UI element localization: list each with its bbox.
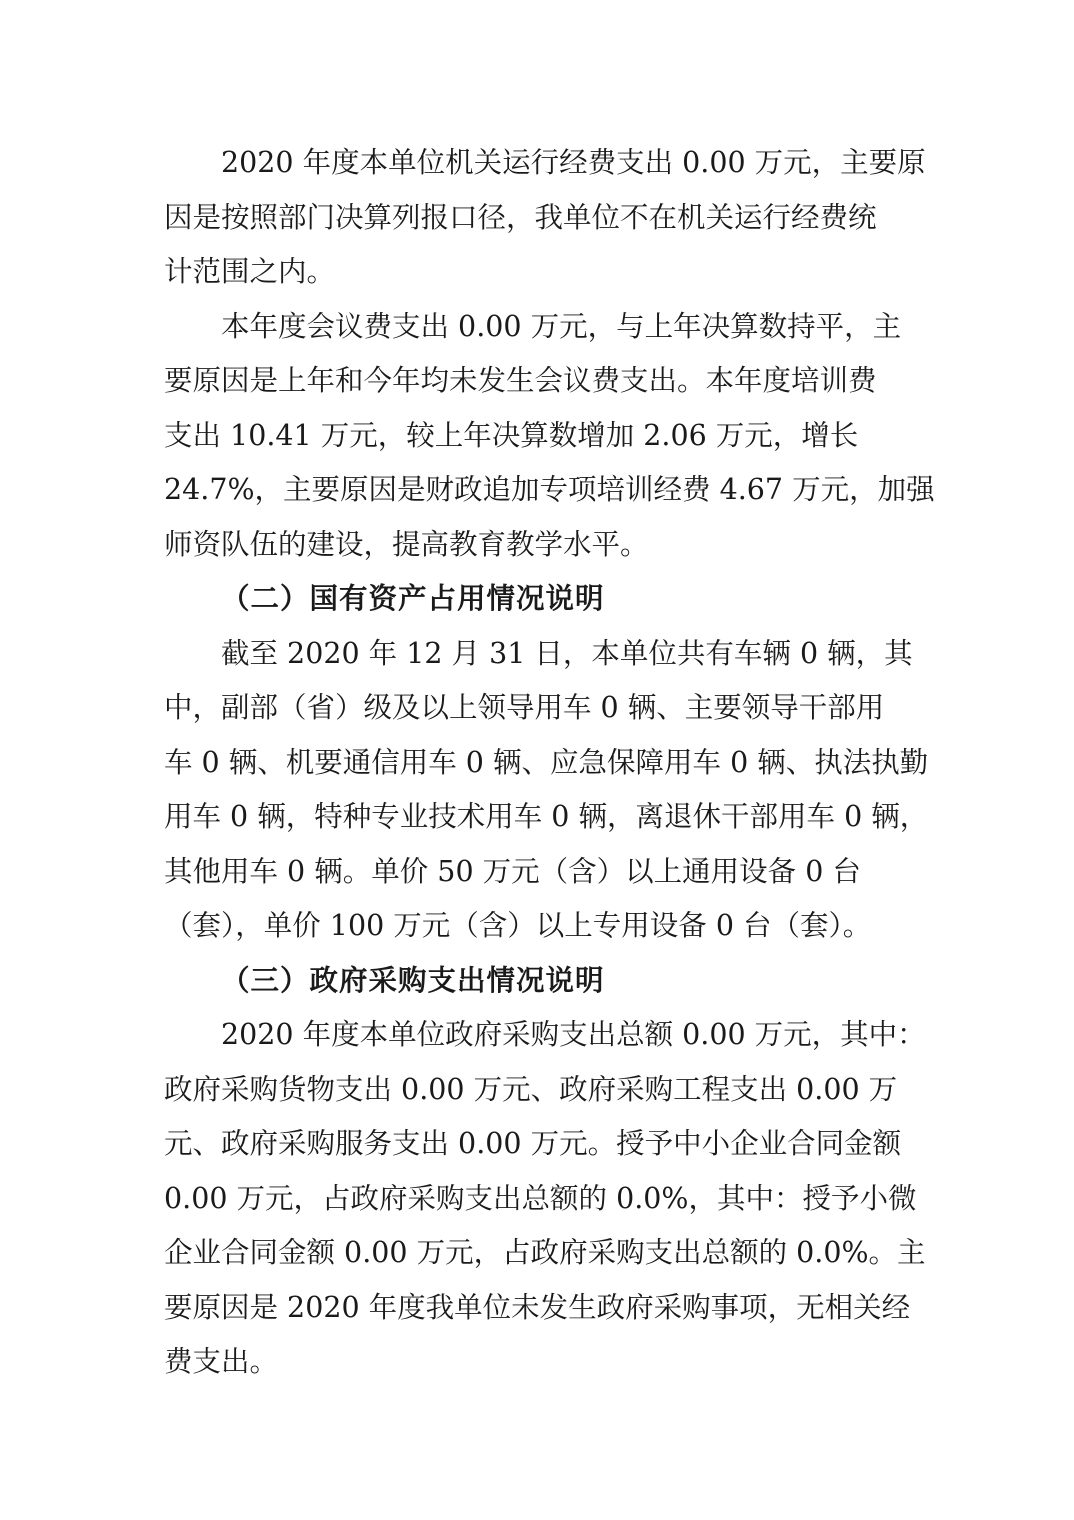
paragraph-operating-expenses <box>164 136 926 300</box>
text-line: 2020 年度本单位机关运行经费支出 0.00 万元，主要原 <box>221 146 926 179</box>
text-line: 费支出。 <box>164 1345 279 1378</box>
text-line: 要原因是上年和今年均未发生会议费支出。本年度培训费 <box>164 364 877 397</box>
text-line: 元、政府采购服务支出 0.00 万元。授予中小企业合同金额 <box>164 1127 902 1160</box>
text-line: 车 0 辆、机要通信用车 0 辆、应急保障用车 0 辆、执法执勤 <box>164 745 929 779</box>
paragraph-meeting-training-expenses <box>164 300 935 573</box>
text-line: 政府采购货物支出 0.00 万元、政府采购工程支出 0.00 万 <box>164 1072 898 1106</box>
text-line: 师资队伍的建设，提高教育教学水平。 <box>164 527 649 561</box>
section-heading-procurement: （三）政府采购支出情况说明 <box>221 963 605 997</box>
text-line: 2020 年度本单位政府采购支出总额 0.00 万元，其中： <box>221 1018 926 1051</box>
paragraph-procurement-expenses <box>164 1008 926 1390</box>
text-line: 中，副部（省）级及以上领导用车 0 辆、主要领导干部用 <box>164 691 885 724</box>
text-line: 本年度会议费支出 0.00 万元，与上年决算数持平，主 <box>221 309 902 343</box>
text-line: 其他用车 0 辆。单价 50 万元（含）以上通用设备 0 台 <box>164 854 861 888</box>
text-line: 用车 0 辆，特种专业技术用车 0 辆，离退休干部用车 0 辆， <box>164 800 929 833</box>
section-heading-state-assets: （二）国有资产占用情况说明 <box>221 582 605 615</box>
text-line: 截至 2020 年 12 月 31 日，本单位共有车辆 0 辆，其 <box>221 636 913 670</box>
document-body <box>164 136 935 1390</box>
text-line: 0.00 万元，占政府采购支出总额的 0.0%，其中：授予小微 <box>164 1181 917 1215</box>
text-line: 要原因是 2020 年度我单位未发生政府采购事项，无相关经 <box>164 1290 911 1324</box>
text-line: 因是按照部门决算列报口径，我单位不在机关运行经费统 <box>164 200 877 234</box>
text-line: 24.7%，主要原因是财政追加专项培训经费 4.67 万元，加强 <box>164 473 935 506</box>
text-line: 企业合同金额 0.00 万元，占政府采购支出总额的 0.0%。主 <box>164 1236 926 1269</box>
text-line: 支出 10.41 万元，较上年决算数增加 2.06 万元，增长 <box>164 418 859 452</box>
text-line: （套），单价 100 万元（含）以上专用设备 0 台（套）。 <box>164 909 872 942</box>
paragraph-vehicles-equipment <box>164 627 929 954</box>
text-line: 计范围之内。 <box>164 255 336 288</box>
